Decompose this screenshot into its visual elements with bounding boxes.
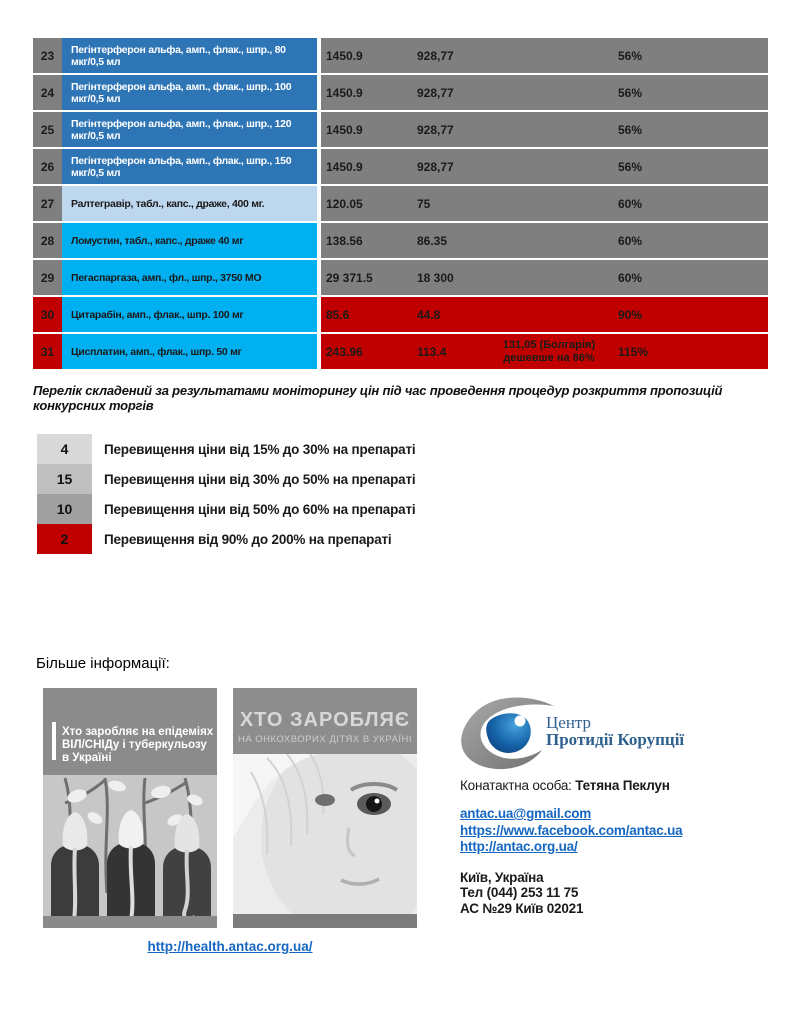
poster-right-title-line2: НА ОНКОХВОРИХ ДІТЯХ В УКРАЇНІ: [237, 734, 413, 745]
legend-item-2: [37, 464, 415, 494]
health-site-link[interactable]: http://health.antac.org.ua/: [147, 939, 313, 954]
table-row-30: [33, 297, 768, 332]
contact-person-name: Тетяна Пеклун: [575, 778, 670, 793]
poster-oncology-report-image: [233, 688, 417, 928]
poster-left-title-line2: ВІЛ/СНІДу і туберкульозу: [62, 739, 207, 751]
price-note: 131,05 (Болгарія) дешевше на 86%: [502, 338, 596, 364]
contact-person: [460, 778, 682, 793]
reference-price-value: 928,77: [417, 159, 454, 174]
row-number: 27: [33, 186, 62, 221]
drug-name: Пегінтерферон альфа, амп., флак., шпр., 100 мкг/0,5 мл: [62, 75, 317, 110]
overprice-percent: 56%: [618, 122, 643, 137]
row-values: [321, 112, 768, 147]
poster-oncology-report: [233, 688, 417, 928]
drug-name: Пегаспаргаза, амп., фл., шпр., 3750 МО: [62, 260, 317, 295]
table-row-24: [33, 75, 768, 110]
row-values: [321, 149, 768, 184]
table-row-28: [33, 223, 768, 258]
price-value: 1450.9: [326, 85, 363, 100]
contact-block: [460, 778, 682, 916]
address-pobox: АС №29 Київ 02021: [460, 900, 584, 916]
overprice-percent: 90%: [618, 307, 643, 322]
row-number: 26: [33, 149, 62, 184]
row-values: [321, 334, 768, 369]
row-number: 23: [33, 38, 62, 73]
table-row-29: [33, 260, 768, 295]
facebook-link[interactable]: https://www.facebook.com/antac.ua: [460, 822, 683, 838]
row-number: 31: [33, 334, 62, 369]
drug-name: Ломустин, табл., капс., драже 40 мг: [62, 223, 317, 258]
price-value: 29 371.5: [326, 270, 373, 285]
legend-label: Перевищення ціни від 50% до 60% на препараті: [104, 501, 416, 517]
legend-label: Перевищення від 90% до 200% на препараті: [104, 531, 392, 547]
row-number: 30: [33, 297, 62, 332]
email-link[interactable]: antac.ua@gmail.com: [460, 806, 592, 821]
drug-name: Цитарабін, амп., флак., шпр. 100 мг: [62, 297, 317, 332]
logo-text-line1: Центр: [546, 713, 592, 732]
address-city: Київ, Україна: [460, 869, 544, 885]
legend-color-box: 15: [37, 464, 92, 494]
address-phone: Тел (044) 253 11 75: [460, 885, 579, 900]
reference-price-value: 86.35: [417, 233, 448, 248]
overprice-percent: 60%: [618, 196, 643, 211]
table-row-31: [33, 334, 768, 369]
reference-price-value: 75: [417, 196, 431, 211]
footer-link-wrap: [43, 938, 417, 956]
reference-price-value: 113.4: [417, 344, 447, 359]
price-value: 120.05: [326, 196, 363, 211]
legend-color-box: 10: [37, 494, 92, 524]
price-value: 138.56: [326, 233, 363, 248]
overprice-percent: 56%: [618, 85, 643, 100]
legend-item-4: [37, 524, 415, 554]
poster-hiv-report-image: [43, 688, 217, 928]
price-value: 1450.9: [326, 48, 363, 63]
reference-price-value: 928,77: [417, 48, 454, 63]
row-values: [321, 75, 768, 110]
row-values: [321, 186, 768, 221]
row-values: [321, 223, 768, 258]
drug-name: Пегінтерферон альфа, амп., флак., шпр., 150 мкг/0,5 мл: [62, 149, 317, 184]
legend-item-3: [37, 494, 415, 524]
poster-left-title-line3: в Україні: [62, 752, 112, 764]
row-values: [321, 38, 768, 73]
legend-item-1: [37, 434, 415, 464]
price-value: 85.6: [326, 307, 350, 322]
drug-name: Пегінтерферон альфа, амп., флак., шпр., 120 мкг/0,5 мл: [62, 112, 317, 147]
drug-name: Ралтегравір, табл., капс., драже, 400 мг.: [62, 186, 317, 221]
drug-name: Цисплатин, амп., флак., шпр. 50 мг: [62, 334, 317, 369]
legend-color-box: 4: [37, 434, 92, 464]
overprice-percent: 56%: [618, 159, 643, 174]
antac-logo: [458, 690, 718, 770]
row-number: 25: [33, 112, 62, 147]
row-number: 28: [33, 223, 62, 258]
drug-name: Пегінтерферон альфа, амп., флак., шпр., 80 мкг/0,5 мл: [62, 38, 317, 73]
eye-icon: [458, 692, 558, 770]
table-row-27: [33, 186, 768, 221]
table-row-26: [33, 149, 768, 184]
logo-text-line2: Протидії Корупції: [546, 730, 685, 749]
row-values: [321, 297, 768, 332]
price-value: 1450.9: [326, 159, 363, 174]
contact-person-label: Конатактна особа:: [460, 778, 576, 793]
price-value: 1450.9: [326, 122, 363, 137]
legend-label: Перевищення ціни від 30% до 50% на препараті: [104, 471, 416, 487]
overprice-percent: 56%: [618, 48, 643, 63]
reference-price-value: 928,77: [417, 122, 454, 137]
poster-right-title-line1: ХТО ЗАРОБЛЯЄ: [239, 709, 411, 731]
reference-price-value: 928,77: [417, 85, 454, 100]
table-row-25: [33, 112, 768, 147]
poster-left-title-line1: Хто заробляє на епідеміях: [62, 726, 214, 738]
reference-price-value: 18 300: [417, 270, 454, 285]
website-link[interactable]: http://antac.org.ua/: [460, 839, 578, 854]
table-footnote: Перелік складений за результатами моніторингу цін під час проведення процедур розкриття пропозицій конкурсних торгів: [33, 383, 723, 413]
price-value: 243.96: [326, 344, 363, 359]
overprice-percent: 60%: [618, 270, 643, 285]
reference-price-value: 44.8: [417, 307, 441, 322]
legend-label: Перевищення ціни від 15% до 30% на препараті: [104, 441, 416, 457]
poster-hiv-report: [43, 688, 217, 928]
table-row-23: [33, 38, 768, 73]
row-values: [321, 260, 768, 295]
overprice-percent: 60%: [618, 233, 643, 248]
price-table: [33, 38, 768, 371]
legend-color-box: 2: [37, 524, 92, 554]
overprice-percent: 115%: [618, 344, 649, 359]
price-legend: [37, 434, 415, 554]
more-info-label: Більше інформації:: [36, 655, 170, 672]
row-number: 29: [33, 260, 62, 295]
row-number: 24: [33, 75, 62, 110]
